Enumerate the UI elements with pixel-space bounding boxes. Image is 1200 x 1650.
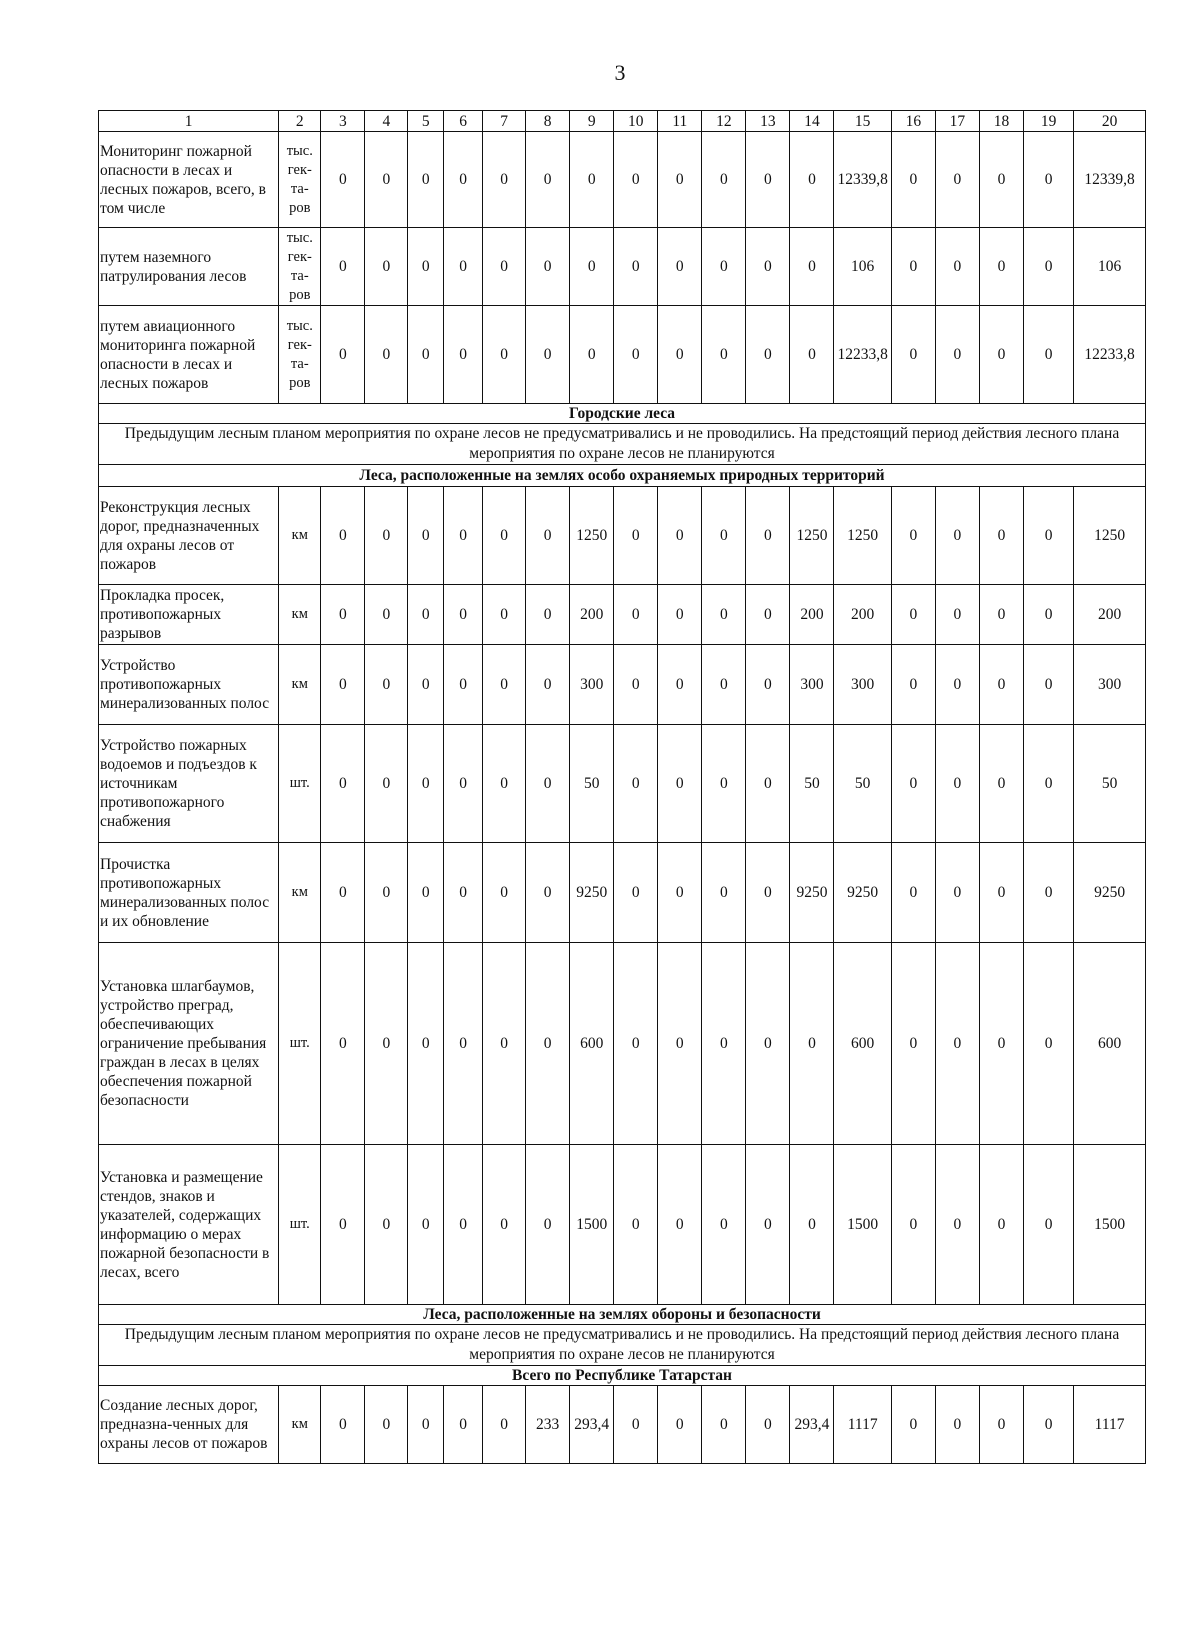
- value-cell: 0: [1023, 585, 1073, 645]
- value-cell: 0: [658, 228, 702, 306]
- activity-name: Устройство противопожарных минерализованных полос: [99, 645, 279, 725]
- section-header-row: [99, 465, 1146, 487]
- page-number: 3: [614, 60, 626, 85]
- value-cell: 0: [483, 645, 526, 725]
- value-cell: 1250: [1074, 487, 1146, 585]
- value-cell: 0: [570, 132, 614, 228]
- value-cell: 0: [658, 943, 702, 1145]
- value-cell: 0: [444, 645, 483, 725]
- value-cell: 0: [891, 1145, 935, 1305]
- value-cell: 1500: [1074, 1145, 1146, 1305]
- column-header: 20: [1074, 111, 1146, 132]
- value-cell: 50: [1074, 725, 1146, 843]
- value-cell: 0: [746, 228, 790, 306]
- value-cell: 233: [526, 1386, 570, 1464]
- value-cell: 0: [658, 1386, 702, 1464]
- value-cell: 106: [834, 228, 891, 306]
- value-cell: 0: [746, 1145, 790, 1305]
- unit-cell: шт.: [279, 1145, 321, 1305]
- column-header: 3: [321, 111, 365, 132]
- value-cell: 0: [891, 585, 935, 645]
- value-cell: 0: [614, 132, 658, 228]
- value-cell: 0: [979, 725, 1023, 843]
- section-title: Городские леса: [99, 404, 1146, 424]
- unit-cell: км: [279, 1386, 321, 1464]
- activity-name: Установка шлагбаумов, устройство преград, обеспечивающих ограничение пребывания граждан в лесах в целях обеспечения пожарной безопасности: [99, 943, 279, 1145]
- value-cell: 0: [321, 1145, 365, 1305]
- value-cell: 0: [365, 843, 408, 943]
- value-cell: 0: [444, 1145, 483, 1305]
- section-note: Предыдущим лесным планом мероприятия по охране лесов не предусматривались и не проводились. На предстоящий период действия лесного плана мероприятия по охране лесов не планируются: [99, 424, 1146, 465]
- value-cell: 0: [979, 132, 1023, 228]
- section-title: Леса, расположенные на землях обороны и безопасности: [99, 1305, 1146, 1325]
- value-cell: 0: [408, 1386, 444, 1464]
- value-cell: 0: [483, 1386, 526, 1464]
- value-cell: 0: [1023, 943, 1073, 1145]
- table-row: [99, 487, 1146, 585]
- value-cell: 0: [365, 132, 408, 228]
- value-cell: 0: [935, 1386, 979, 1464]
- value-cell: 0: [526, 306, 570, 404]
- value-cell: 0: [365, 228, 408, 306]
- value-cell: 0: [790, 943, 834, 1145]
- unit-cell: тыс. гек-та-ров: [279, 306, 321, 404]
- value-cell: 0: [365, 1145, 408, 1305]
- value-cell: 0: [746, 725, 790, 843]
- value-cell: 0: [444, 306, 483, 404]
- value-cell: 9250: [570, 843, 614, 943]
- value-cell: 0: [321, 487, 365, 585]
- value-cell: 0: [321, 228, 365, 306]
- value-cell: 0: [979, 645, 1023, 725]
- unit-cell: тыс. гек-та-ров: [279, 132, 321, 228]
- value-cell: 300: [1074, 645, 1146, 725]
- table-row: [99, 843, 1146, 943]
- value-cell: 0: [526, 228, 570, 306]
- value-cell: 0: [891, 725, 935, 843]
- column-header: 1: [99, 111, 279, 132]
- value-cell: 0: [365, 1386, 408, 1464]
- note-row: [99, 1325, 1146, 1366]
- value-cell: 12233,8: [834, 306, 891, 404]
- value-cell: 0: [702, 645, 746, 725]
- unit-cell: км: [279, 645, 321, 725]
- value-cell: 300: [570, 645, 614, 725]
- value-cell: 1500: [570, 1145, 614, 1305]
- section-title: Всего по Республике Татарстан: [99, 1366, 1146, 1386]
- value-cell: 300: [834, 645, 891, 725]
- value-cell: 9250: [834, 843, 891, 943]
- value-cell: 0: [746, 645, 790, 725]
- value-cell: 0: [614, 487, 658, 585]
- value-cell: 0: [658, 487, 702, 585]
- value-cell: 0: [891, 943, 935, 1145]
- value-cell: 0: [483, 1145, 526, 1305]
- activity-name: Устройство пожарных водоемов и подъездов к источникам противопожарного снабжения: [99, 725, 279, 843]
- value-cell: 50: [790, 725, 834, 843]
- value-cell: 0: [658, 1145, 702, 1305]
- value-cell: 0: [658, 306, 702, 404]
- table-row: [99, 585, 1146, 645]
- value-cell: 0: [979, 1145, 1023, 1305]
- value-cell: 600: [834, 943, 891, 1145]
- value-cell: 1117: [834, 1386, 891, 1464]
- value-cell: 0: [658, 132, 702, 228]
- value-cell: 0: [658, 843, 702, 943]
- table-row: [99, 943, 1146, 1145]
- value-cell: 1250: [570, 487, 614, 585]
- value-cell: 0: [790, 1145, 834, 1305]
- value-cell: 50: [834, 725, 891, 843]
- value-cell: 200: [1074, 585, 1146, 645]
- value-cell: 0: [935, 645, 979, 725]
- value-cell: 0: [979, 1386, 1023, 1464]
- value-cell: 0: [444, 132, 483, 228]
- activity-name: Прочистка противопожарных минерализованных полос и их обновление: [99, 843, 279, 943]
- value-cell: 293,4: [790, 1386, 834, 1464]
- value-cell: 0: [321, 843, 365, 943]
- value-cell: 600: [1074, 943, 1146, 1145]
- value-cell: 0: [614, 725, 658, 843]
- value-cell: 0: [526, 843, 570, 943]
- value-cell: 0: [321, 943, 365, 1145]
- activity-name: Прокладка просек, противопожарных разрывов: [99, 585, 279, 645]
- value-cell: 0: [979, 487, 1023, 585]
- value-cell: 0: [614, 943, 658, 1145]
- value-cell: 0: [746, 132, 790, 228]
- value-cell: 0: [321, 306, 365, 404]
- value-cell: 0: [891, 228, 935, 306]
- value-cell: 0: [891, 1386, 935, 1464]
- value-cell: 0: [483, 487, 526, 585]
- value-cell: 0: [891, 306, 935, 404]
- value-cell: 9250: [1074, 843, 1146, 943]
- value-cell: 0: [702, 487, 746, 585]
- value-cell: 0: [746, 1386, 790, 1464]
- value-cell: 0: [408, 943, 444, 1145]
- value-cell: 0: [444, 1386, 483, 1464]
- value-cell: 0: [614, 843, 658, 943]
- activity-name: Установка и размещение стендов, знаков и указателей, содержащих информацию о мерах пожарной безопасности в лесах, всего: [99, 1145, 279, 1305]
- value-cell: 0: [702, 725, 746, 843]
- column-header: 17: [935, 111, 979, 132]
- value-cell: 0: [483, 943, 526, 1145]
- value-cell: 0: [891, 132, 935, 228]
- value-cell: 0: [321, 585, 365, 645]
- value-cell: 106: [1074, 228, 1146, 306]
- column-header: 13: [746, 111, 790, 132]
- unit-cell: км: [279, 585, 321, 645]
- value-cell: 0: [746, 487, 790, 585]
- activity-name: Мониторинг пожарной опасности в лесах и лесных пожаров, всего, в том числе: [99, 132, 279, 228]
- value-cell: 300: [790, 645, 834, 725]
- value-cell: 0: [935, 1145, 979, 1305]
- value-cell: 12339,8: [1074, 132, 1146, 228]
- value-cell: 12339,8: [834, 132, 891, 228]
- unit-cell: тыс. гек-та-ров: [279, 228, 321, 306]
- value-cell: 293,4: [570, 1386, 614, 1464]
- value-cell: 0: [891, 843, 935, 943]
- value-cell: 1500: [834, 1145, 891, 1305]
- section-header-row: [99, 1366, 1146, 1386]
- value-cell: 1117: [1074, 1386, 1146, 1464]
- value-cell: 0: [935, 585, 979, 645]
- value-cell: 50: [570, 725, 614, 843]
- column-header: 6: [444, 111, 483, 132]
- value-cell: 0: [979, 306, 1023, 404]
- note-row: [99, 424, 1146, 465]
- value-cell: 0: [570, 306, 614, 404]
- value-cell: 0: [979, 943, 1023, 1145]
- value-cell: 0: [1023, 645, 1073, 725]
- value-cell: 0: [702, 585, 746, 645]
- value-cell: 0: [365, 943, 408, 1145]
- value-cell: 0: [365, 487, 408, 585]
- value-cell: 0: [614, 1145, 658, 1305]
- value-cell: 0: [483, 585, 526, 645]
- value-cell: 0: [702, 843, 746, 943]
- value-cell: 0: [658, 645, 702, 725]
- value-cell: 0: [365, 645, 408, 725]
- value-cell: 0: [526, 132, 570, 228]
- value-cell: 0: [1023, 1145, 1073, 1305]
- value-cell: 0: [1023, 1386, 1073, 1464]
- value-cell: 0: [408, 645, 444, 725]
- value-cell: 0: [408, 725, 444, 843]
- activity-name: путем наземного патрулирования лесов: [99, 228, 279, 306]
- value-cell: 0: [790, 306, 834, 404]
- column-header: 9: [570, 111, 614, 132]
- value-cell: 0: [1023, 725, 1073, 843]
- value-cell: 0: [444, 725, 483, 843]
- value-cell: 0: [614, 585, 658, 645]
- column-header: 14: [790, 111, 834, 132]
- value-cell: 0: [891, 645, 935, 725]
- column-header: 19: [1023, 111, 1073, 132]
- table-row: [99, 1386, 1146, 1464]
- value-cell: 0: [935, 943, 979, 1145]
- table-row: [99, 725, 1146, 843]
- column-header: 16: [891, 111, 935, 132]
- column-header: 18: [979, 111, 1023, 132]
- value-cell: 0: [746, 585, 790, 645]
- activity-name: путем авиационного мониторинга пожарной опасности в лесах и лесных пожаров: [99, 306, 279, 404]
- value-cell: 0: [483, 725, 526, 843]
- value-cell: 0: [408, 585, 444, 645]
- value-cell: 0: [444, 943, 483, 1145]
- section-header-row: [99, 1305, 1146, 1325]
- value-cell: 200: [570, 585, 614, 645]
- value-cell: 0: [483, 132, 526, 228]
- value-cell: 0: [935, 725, 979, 843]
- value-cell: 0: [1023, 487, 1073, 585]
- table-row: [99, 228, 1146, 306]
- value-cell: 0: [483, 228, 526, 306]
- value-cell: 0: [365, 306, 408, 404]
- value-cell: 0: [483, 843, 526, 943]
- value-cell: 0: [979, 843, 1023, 943]
- value-cell: 0: [408, 487, 444, 585]
- value-cell: 0: [526, 943, 570, 1145]
- table-row: [99, 306, 1146, 404]
- value-cell: 0: [526, 585, 570, 645]
- activity-name: Реконструкция лесных дорог, предназначенных для охраны лесов от пожаров: [99, 487, 279, 585]
- value-cell: 0: [746, 306, 790, 404]
- value-cell: 0: [321, 132, 365, 228]
- unit-cell: шт.: [279, 943, 321, 1145]
- value-cell: 0: [935, 843, 979, 943]
- value-cell: 1250: [834, 487, 891, 585]
- value-cell: 0: [526, 1145, 570, 1305]
- value-cell: 0: [790, 228, 834, 306]
- value-cell: 0: [444, 487, 483, 585]
- value-cell: 0: [570, 228, 614, 306]
- column-header: 8: [526, 111, 570, 132]
- value-cell: 0: [790, 132, 834, 228]
- table-row: [99, 645, 1146, 725]
- value-cell: 0: [526, 725, 570, 843]
- section-header-row: [99, 404, 1146, 424]
- value-cell: 1250: [790, 487, 834, 585]
- column-header: 15: [834, 111, 891, 132]
- column-header: 11: [658, 111, 702, 132]
- value-cell: 0: [408, 843, 444, 943]
- value-cell: 0: [1023, 228, 1073, 306]
- value-cell: 0: [702, 228, 746, 306]
- unit-cell: км: [279, 843, 321, 943]
- value-cell: 200: [790, 585, 834, 645]
- value-cell: 0: [1023, 132, 1073, 228]
- activity-name: Создание лесных дорог, предназна-ченных для охраны лесов от пожаров: [99, 1386, 279, 1464]
- table-row: [99, 132, 1146, 228]
- unit-cell: шт.: [279, 725, 321, 843]
- value-cell: 600: [570, 943, 614, 1145]
- table-row: [99, 1145, 1146, 1305]
- value-cell: 200: [834, 585, 891, 645]
- value-cell: 0: [935, 306, 979, 404]
- value-cell: 0: [444, 585, 483, 645]
- value-cell: 0: [614, 228, 658, 306]
- value-cell: 0: [526, 487, 570, 585]
- value-cell: 0: [614, 1386, 658, 1464]
- value-cell: 0: [979, 585, 1023, 645]
- value-cell: 0: [408, 1145, 444, 1305]
- column-header: 2: [279, 111, 321, 132]
- value-cell: 0: [408, 228, 444, 306]
- column-header: 12: [702, 111, 746, 132]
- column-header: 10: [614, 111, 658, 132]
- value-cell: 0: [526, 645, 570, 725]
- column-header: 4: [365, 111, 408, 132]
- value-cell: 0: [408, 306, 444, 404]
- value-cell: 0: [658, 585, 702, 645]
- value-cell: 0: [702, 1386, 746, 1464]
- value-cell: 0: [979, 228, 1023, 306]
- column-header: 7: [483, 111, 526, 132]
- value-cell: 0: [746, 943, 790, 1145]
- value-cell: 0: [891, 487, 935, 585]
- value-cell: 0: [321, 1386, 365, 1464]
- value-cell: 0: [408, 132, 444, 228]
- value-cell: 0: [702, 132, 746, 228]
- section-note: Предыдущим лесным планом мероприятия по охране лесов не предусматривались и не проводились. На предстоящий период действия лесного плана мероприятия по охране лесов не планируются: [99, 1325, 1146, 1366]
- section-title: Леса, расположенные на землях особо охраняемых природных территорий: [99, 465, 1146, 487]
- value-cell: 0: [321, 725, 365, 843]
- value-cell: 0: [935, 228, 979, 306]
- value-cell: 0: [444, 843, 483, 943]
- unit-cell: км: [279, 487, 321, 585]
- value-cell: 0: [702, 1145, 746, 1305]
- forest-protection-table: [98, 110, 1146, 1464]
- value-cell: 0: [321, 645, 365, 725]
- value-cell: 0: [658, 725, 702, 843]
- value-cell: 0: [935, 132, 979, 228]
- value-cell: 0: [365, 725, 408, 843]
- value-cell: 0: [1023, 306, 1073, 404]
- value-cell: 0: [483, 306, 526, 404]
- column-number-row: [99, 111, 1146, 132]
- value-cell: 0: [935, 487, 979, 585]
- value-cell: 0: [702, 943, 746, 1145]
- value-cell: 9250: [790, 843, 834, 943]
- value-cell: 0: [444, 228, 483, 306]
- value-cell: 0: [614, 306, 658, 404]
- value-cell: 0: [746, 843, 790, 943]
- column-header: 5: [408, 111, 444, 132]
- value-cell: 0: [365, 585, 408, 645]
- value-cell: 0: [1023, 843, 1073, 943]
- value-cell: 0: [614, 645, 658, 725]
- value-cell: 12233,8: [1074, 306, 1146, 404]
- value-cell: 0: [702, 306, 746, 404]
